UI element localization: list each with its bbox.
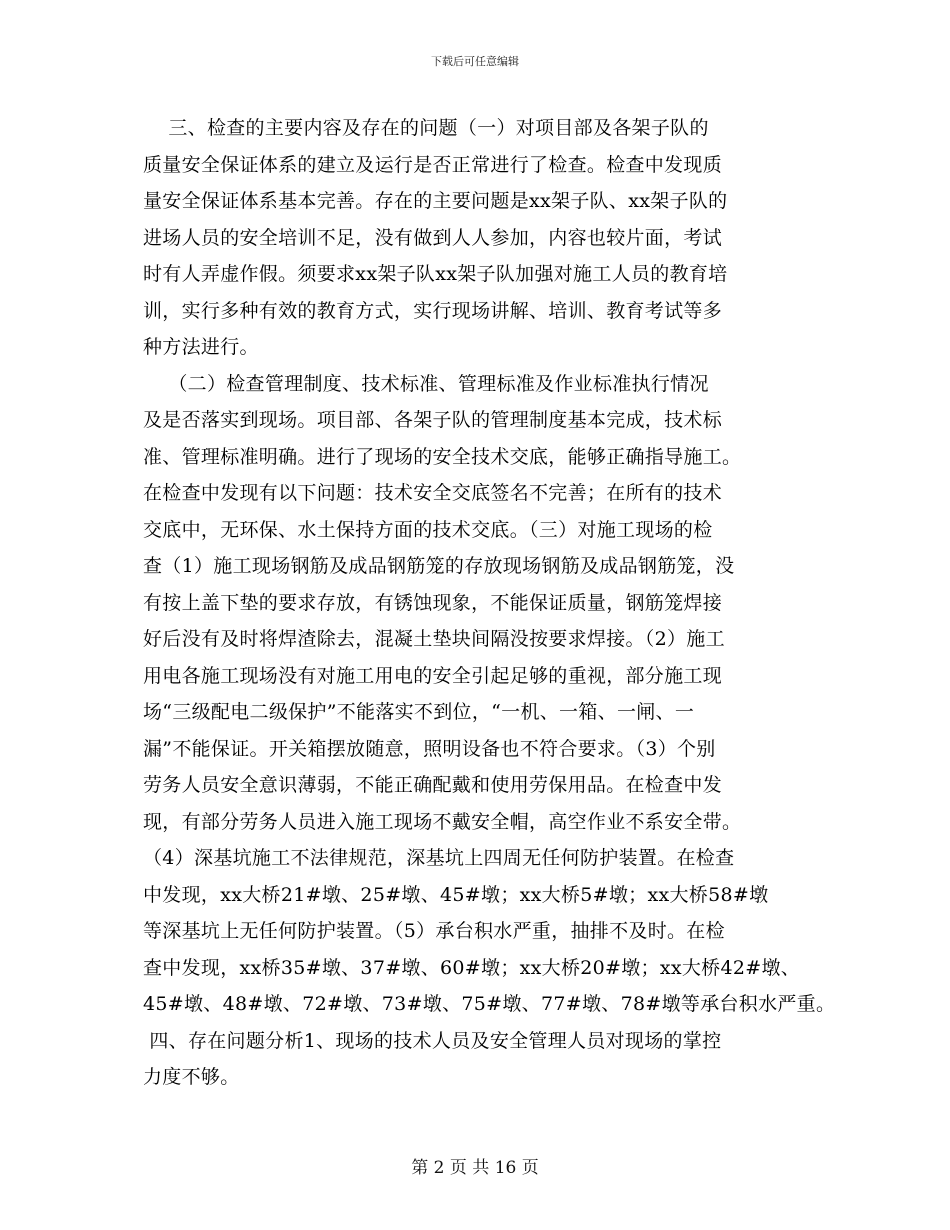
header-note: 下载后可任意编辑	[431, 55, 519, 68]
page-number-footer: 第 2 页 共 16 页	[411, 1158, 539, 1178]
body-line: 准、管理标准明确。进行了现场的安全技术交底，能够正确指导施工。	[143, 445, 742, 468]
body-line: （4）深基坑施工不法律规范，深基坑上四周无任何防护装置。在检查	[143, 847, 735, 869]
body-line: 时有人弄虚作假。须要求xx架子队xx架子队加强对施工人员的教育培	[143, 263, 728, 285]
body-line: 劳务人员安全意识薄弱，不能正确配戴和使用劳保用品。在检查中发	[143, 774, 723, 796]
body-line: 现，有部分劳务人员进入施工现场不戴安全帽，高空作业不系安全带。	[143, 810, 742, 833]
body-line: 力度不够。	[143, 1066, 240, 1088]
body-line: 等深基坑上无任何防护装置。（5）承台积水严重，抽排不及时。在检	[143, 920, 725, 942]
body-line: 45#墩、48#墩、72#墩、73#墩、75#墩、77#墩、78#墩等承台积水严重。	[143, 993, 836, 1015]
body-line: 交底中，无环保、水土保持方面的技术交底。（三）对施工现场的检	[143, 518, 713, 541]
body-line: 质量安全保证体系的建立及运行是否正常进行了检查。检查中发现质	[143, 153, 723, 176]
document-body	[143, 110, 836, 1096]
body-line: 查（1）施工现场钢筋及成品钢筋笼的存放现场钢筋及成品钢筋笼，没	[143, 555, 735, 577]
body-line: 在检查中发现有以下问题：技术安全交底签名不完善；在所有的技术	[143, 482, 723, 504]
body-line: 中发现，xx大桥21#墩、25#墩、45#墩；xx大桥5#墩；xx大桥58#墩	[143, 883, 769, 906]
body-line: 漏”不能保证。开关箱摆放随意，照明设备也不符合要求。（3）个别	[143, 737, 716, 760]
body-line: 训，实行多种有效的教育方式，实行现场讲解、培训、教育考试等多	[143, 299, 723, 322]
body-line: 进场人员的安全培训不足，没有做到人人参加，内容也较片面，考试	[143, 226, 723, 249]
body-line: 有按上盖下垫的要求存放，有锈蚀现象，不能保证质量，钢筋笼焊接	[143, 591, 723, 614]
body-line: 查中发现，xx桥35#墩、37#墩、60#墩；xx大桥20#墩；xx大桥42#墩、	[143, 956, 801, 979]
body-line: 种方法进行。	[143, 336, 259, 358]
body-line: 及是否落实到现场。项目部、各架子队的管理制度基本完成，技术标	[143, 409, 723, 431]
body-line: 场“三级配电二级保护”不能落实不到位，“一机、一箱、一闸、一	[143, 701, 695, 723]
body-line: 量安全保证体系基本完善。存在的主要问题是xx架子队、xx架子队的	[143, 190, 728, 212]
body-line: 三、检查的主要内容及存在的问题（一）对项目部及各架子队的	[143, 117, 709, 139]
body-line: 用电各施工现场没有对施工用电的安全引起足够的重视，部分施工现	[143, 664, 723, 687]
body-line: 四、存在问题分析1、现场的技术人员及安全管理人员对现场的掌控	[143, 1029, 722, 1052]
body-line: 好后没有及时将焊渣除去，混凝土垫块间隔没按要求焊接。（2）施工	[143, 628, 725, 650]
body-line: （二）检查管理制度、技术标准、管理标准及作业标准执行情况	[143, 372, 709, 395]
